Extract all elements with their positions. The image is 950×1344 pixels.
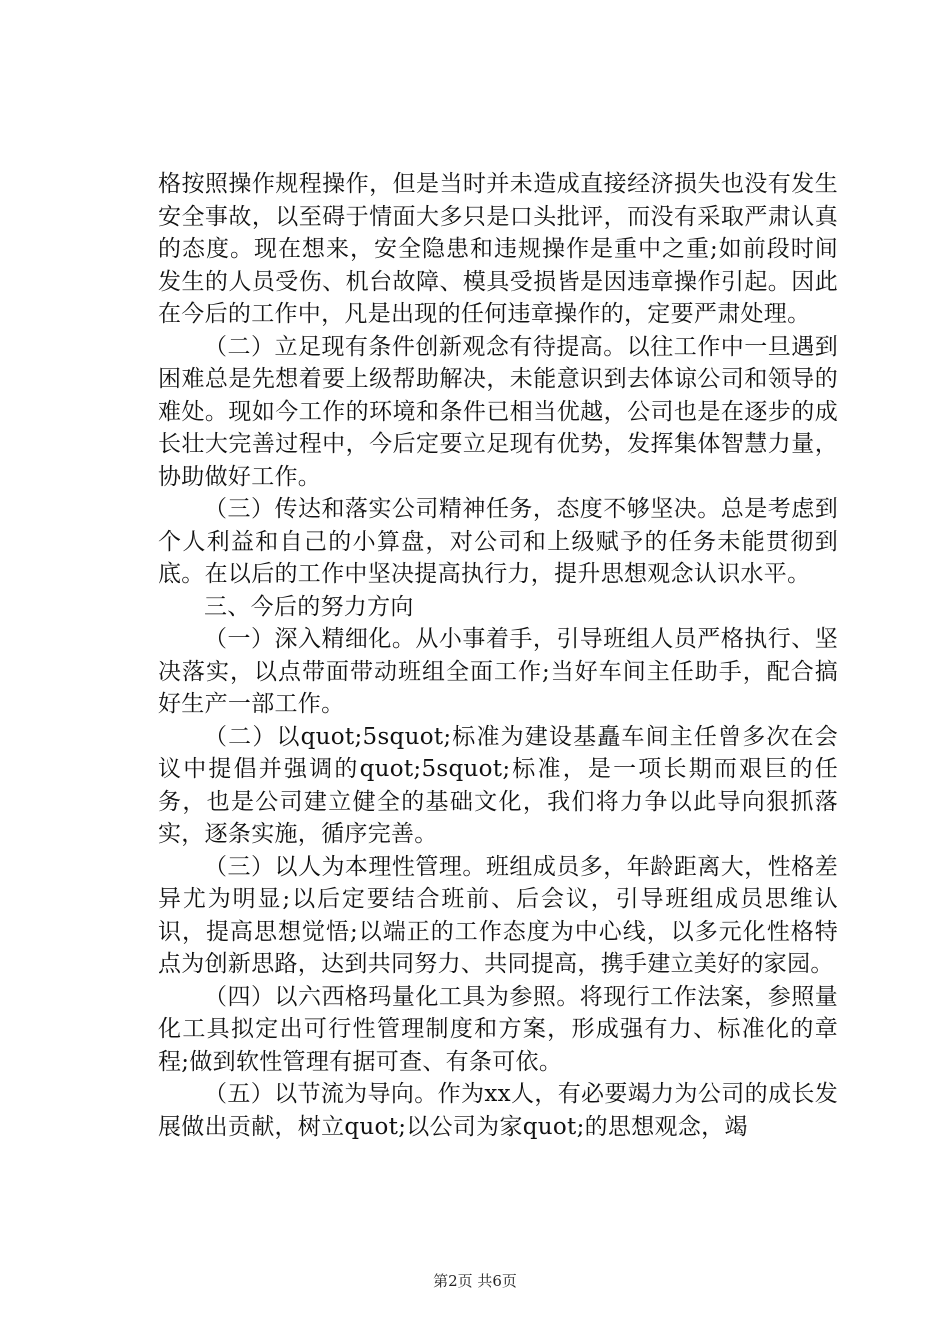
page-number-footer: 第2页 共6页 <box>433 1272 517 1290</box>
paragraph-execution: （三）传达和落实公司精神任务，态度不够坚决。总是考虑到个人利益和自己的小算盘，对公司和上级赋予的任务未能贯彻到底。在以后的工作中坚决提高执行力，提升思想观念认识水平。 <box>158 496 838 587</box>
paragraph-safety-continuation: 格按照操作规程操作，但是当时并未造成直接经济损失也没有发生安全事故，以至碍于情面大多只是口头批评，而没有采取严肃认真的态度。现在想来，安全隐患和违规操作是重中之重;如前段时间发生的人员受伤、机台故障、模具受损皆是因违章操作引起。因此在今后的工作中，凡是出现的任何违章操作的，定要严肃处理。 <box>158 171 838 327</box>
paragraph-people-management: （三）以人为本理性管理。班组成员多，年龄距离大，性格差异尤为明显;以后定要结合班前、后会议，引导班组成员思维认识，提高思想觉悟;以端正的工作态度为中心线，以多元化性格特点为创新思路，达到共同努力、共同提高，携手建立美好的家园。 <box>158 853 838 977</box>
paragraph-cost-saving: （五）以节流为导向。作为xx人，有必要竭力为公司的成长发展做出贡献，树立quot;以公司为家quot;的思想观念，竭 <box>158 1081 838 1140</box>
section-heading-future-direction: 三、今后的努力方向 <box>204 593 414 620</box>
paragraph-5s-standard: （二）以quot;5squot;标准为建设基矗车间主任曾多次在会议中提倡并强调的quot;5squot;标准，是一项长期而艰巨的任务，也是公司建立健全的基础文化，我们将力争以此导向狠抓落实，逐条实施，循序完善。 <box>158 723 838 847</box>
paragraph-innovation: （二）立足现有条件创新观念有待提高。以往工作中一旦遇到困难总是先想着要上级帮助解决，未能意识到去体谅公司和领导的难处。现如今工作的环境和条件已相当优越，公司也是在逐步的成长壮大完善过程中，今后定要立足现有优势，发挥集体智慧力量，协助做好工作。 <box>158 333 838 490</box>
document-body <box>158 168 838 1143</box>
paragraph-six-sigma: （四）以六西格玛量化工具为参照。将现行工作法案，参照量化工具拟定出可行性管理制度和方案，形成强有力、标准化的章程;做到软性管理有据可查、有条可依。 <box>158 983 838 1075</box>
paragraph-refinement: （一）深入精细化。从小事着手，引导班组人员严格执行、坚决落实，以点带面带动班组全面工作;当好车间主任助手，配合搞好生产一部工作。 <box>158 626 838 717</box>
